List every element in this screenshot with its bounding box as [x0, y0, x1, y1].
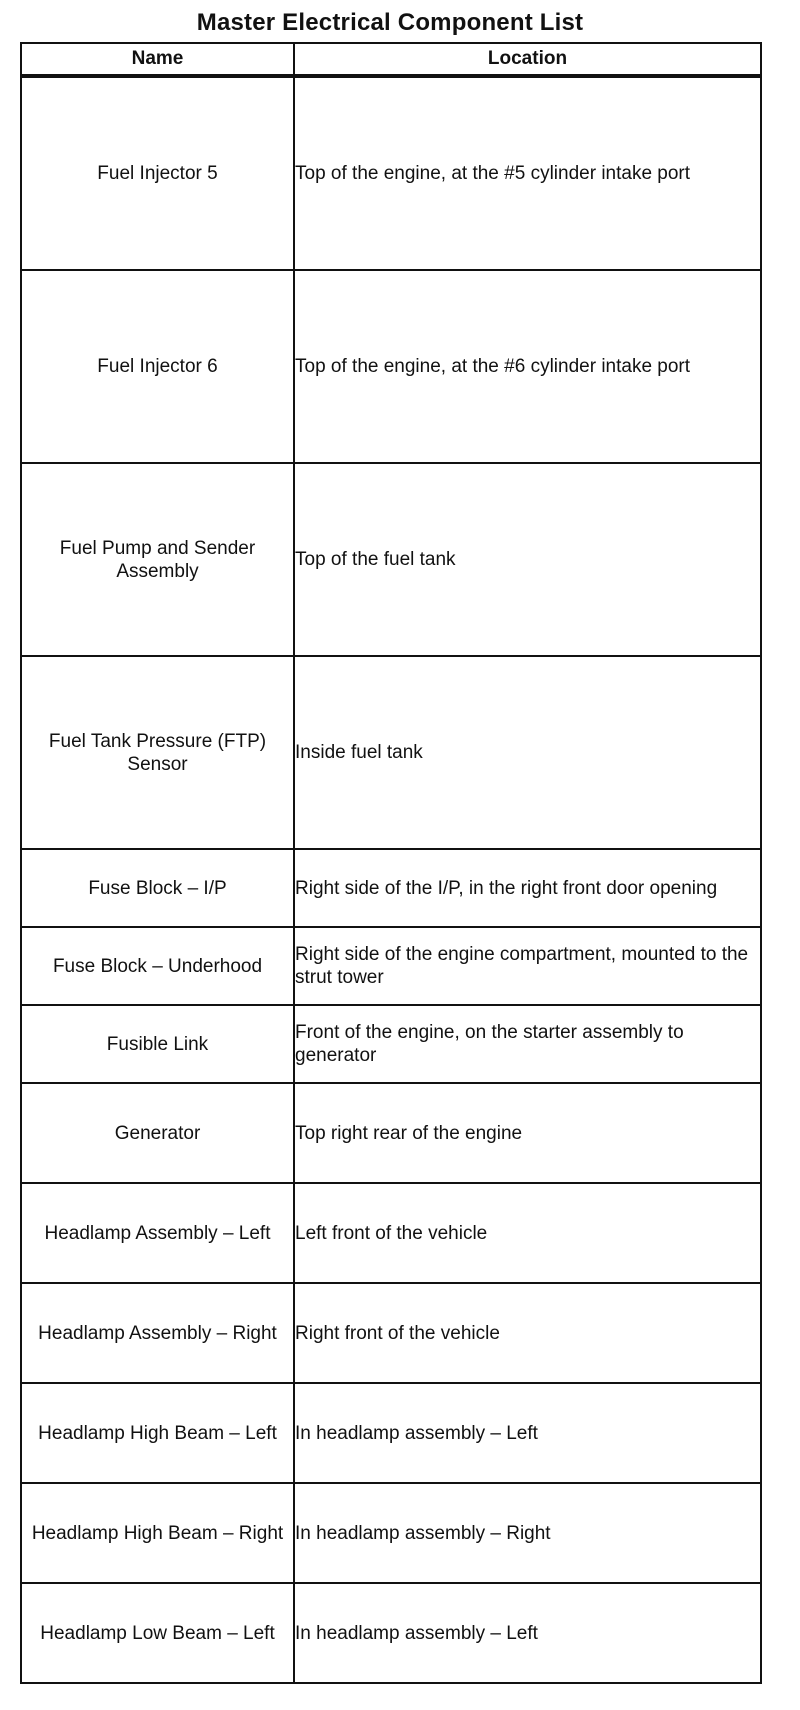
component-name: Fuel Tank Pressure (FTP) Sensor: [21, 656, 294, 849]
component-name: Fuel Injector 5: [21, 76, 294, 270]
component-location: In headlamp assembly – Right: [294, 1483, 761, 1583]
table-row: [21, 927, 761, 1005]
component-location: Right side of the I/P, in the right front door opening: [294, 849, 761, 927]
component-name: Headlamp Assembly – Right: [21, 1283, 294, 1383]
component-name: Headlamp Low Beam – Left: [21, 1583, 294, 1683]
component-name: Headlamp High Beam – Right: [21, 1483, 294, 1583]
component-name: Headlamp High Beam – Left: [21, 1383, 294, 1483]
component-name: Fuel Injector 6: [21, 270, 294, 463]
component-location: Top right rear of the engine: [294, 1083, 761, 1183]
component-name: Generator: [21, 1083, 294, 1183]
component-location: Top of the engine, at the #5 cylinder intake port: [294, 76, 761, 270]
component-location: Top of the fuel tank: [294, 463, 761, 656]
component-location: In headlamp assembly – Left: [294, 1583, 761, 1683]
component-name: Fusible Link: [21, 1005, 294, 1083]
component-name: Fuse Block – I/P: [21, 849, 294, 927]
table-row: [21, 849, 761, 927]
column-header-name: Name: [21, 43, 294, 76]
table-header-row: [21, 43, 761, 76]
table-row: [21, 1005, 761, 1083]
component-location: Left front of the vehicle: [294, 1183, 761, 1283]
component-location: Right side of the engine compartment, mounted to the strut tower: [294, 927, 761, 1005]
component-name: Fuse Block – Underhood: [21, 927, 294, 1005]
column-header-location: Location: [294, 43, 761, 76]
component-name: Headlamp Assembly – Left: [21, 1183, 294, 1283]
component-location: In headlamp assembly – Left: [294, 1383, 761, 1483]
page-title: Master Electrical Component List: [196, 9, 584, 36]
table-row: [21, 1483, 761, 1583]
table-row: [21, 76, 761, 270]
table-row: [21, 1583, 761, 1683]
table-row: [21, 1283, 761, 1383]
component-location: Right front of the vehicle: [294, 1283, 761, 1383]
component-location: Inside fuel tank: [294, 656, 761, 849]
table-row: [21, 463, 761, 656]
table-row: [21, 1083, 761, 1183]
table-row: [21, 1183, 761, 1283]
table-row: [21, 656, 761, 849]
component-location: Front of the engine, on the starter assembly to generator: [294, 1005, 761, 1083]
component-name: Fuel Pump and Sender Assembly: [21, 463, 294, 656]
component-table: [20, 42, 762, 1684]
component-location: Top of the engine, at the #6 cylinder intake port: [294, 270, 761, 463]
table-row: [21, 270, 761, 463]
table-row: [21, 1383, 761, 1483]
